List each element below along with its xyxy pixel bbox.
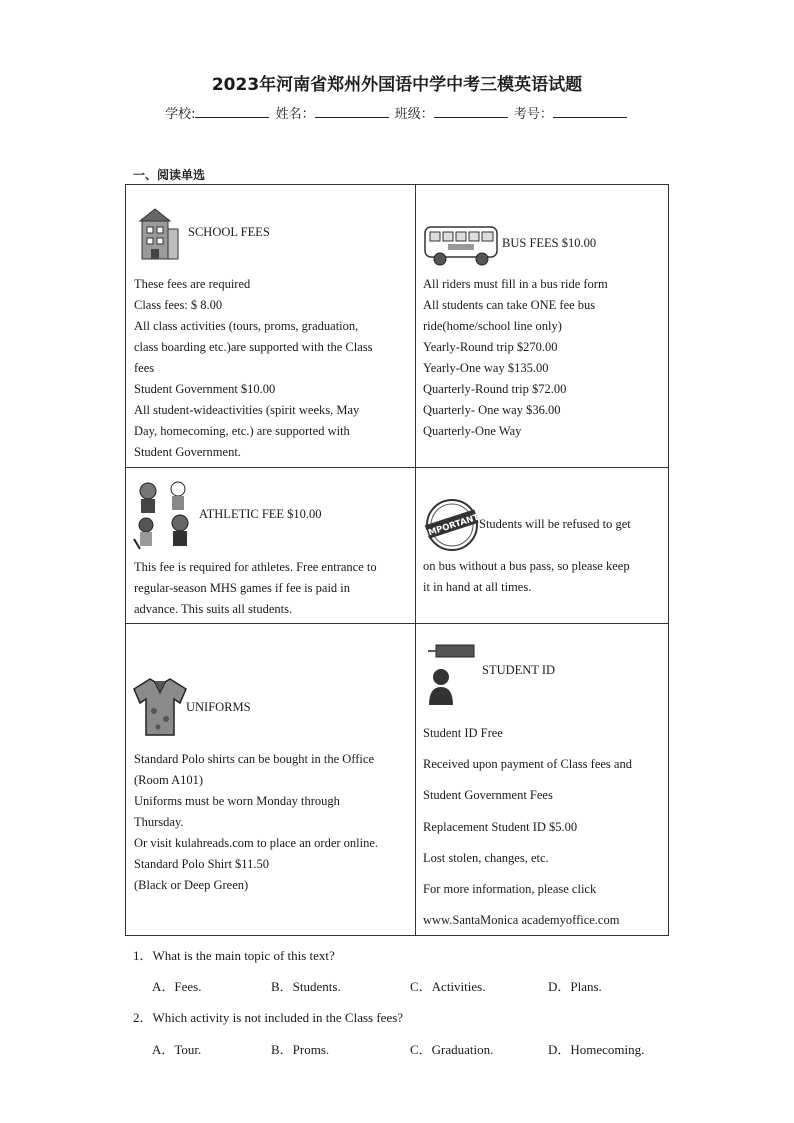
number-label: 考号： bbox=[513, 107, 553, 122]
question-2: 2．Which activity is not included in the Class fees? bbox=[133, 1010, 404, 1025]
school-fees-line: Student Government $10.00 bbox=[134, 382, 276, 396]
question-2-option-a[interactable]: A．Tour. bbox=[152, 1042, 202, 1057]
school-fees-line: All student-wideactivities (spirit weeks, May bbox=[134, 403, 360, 417]
question-1-option-c[interactable]: C．Activities. bbox=[410, 979, 486, 994]
school-fees-line: These fees are required bbox=[134, 277, 251, 291]
stamp-text: IMPORTANT bbox=[424, 512, 480, 540]
bus-fees-line: Quarterly- One way $36.00 bbox=[423, 403, 561, 417]
bus-fees-line: Yearly-Round trip $270.00 bbox=[423, 340, 558, 354]
class-blank[interactable] bbox=[434, 104, 508, 118]
bus-fees-line: All students can take ONE fee bus bbox=[423, 298, 596, 312]
athletic-fee-line: This fee is required for athletes. Free entrance to bbox=[134, 560, 377, 574]
class-label: 班级： bbox=[394, 107, 434, 122]
question-2-option-d[interactable]: D．Homecoming. bbox=[548, 1042, 645, 1057]
student-id-line: www.SantaMonica academyoffice.com bbox=[423, 913, 620, 928]
uniforms-heading: UNIFORMS bbox=[186, 700, 251, 714]
bus-fees-line: ride(home/school line only) bbox=[423, 319, 562, 333]
student-id-line: Lost stolen, changes, etc. bbox=[423, 850, 549, 865]
student-id-line: Received upon payment of Class fees and bbox=[423, 757, 632, 772]
school-fees-line: Class fees: $ 8.00 bbox=[134, 298, 223, 312]
question-1-option-b[interactable]: B．Students. bbox=[271, 979, 341, 994]
student-id-line: Student Government Fees bbox=[423, 788, 553, 803]
important-line: it in hand at all times. bbox=[423, 580, 532, 594]
name-label: 姓名： bbox=[275, 107, 315, 122]
school-fees-line: fees bbox=[134, 361, 155, 375]
school-fees-heading: SCHOOL FEES bbox=[188, 225, 270, 239]
school-fees-line: Student Government. bbox=[134, 445, 241, 459]
school-fees-line: Day, homecoming, etc.) are supported with bbox=[134, 424, 350, 438]
athletic-fee-line: regular-season MHS games if fee is paid in bbox=[134, 581, 351, 595]
question-1-option-d[interactable]: D．Plans. bbox=[548, 979, 602, 994]
table-divider-row1 bbox=[126, 467, 668, 468]
bus-fees-line: Quarterly-Round trip $72.00 bbox=[423, 382, 567, 396]
athletic-fee-heading: ATHLETIC FEE $10.00 bbox=[199, 507, 322, 521]
athletic-fee-line: advance. This suits all students. bbox=[134, 602, 293, 616]
school-fees-line: class boarding etc.)are supported with the Class bbox=[134, 340, 373, 354]
uniforms-text bbox=[134, 749, 412, 896]
athletic-fee-text bbox=[134, 557, 412, 620]
student-id-icon bbox=[428, 643, 476, 707]
uniforms-line: Standard Polo shirts can be bought in the Office bbox=[134, 752, 375, 766]
uniforms-line: Or visit kulahreads.com to place an order online. bbox=[134, 836, 379, 850]
bus-fees-line: Quarterly-One Way bbox=[423, 424, 522, 438]
student-info-line bbox=[0, 103, 794, 122]
important-text bbox=[423, 556, 667, 598]
uniforms-line: (Black or Deep Green) bbox=[134, 878, 249, 892]
uniforms-line: (Room A101) bbox=[134, 773, 204, 787]
question-2-option-b[interactable]: B．Proms. bbox=[271, 1042, 330, 1057]
important-heading: Students will be refused to get bbox=[479, 517, 631, 531]
fees-table bbox=[125, 184, 669, 936]
student-id-text bbox=[423, 718, 667, 936]
school-label: 学校: bbox=[165, 107, 196, 122]
bus-fees-text bbox=[423, 274, 667, 442]
bus-fees-heading: BUS FEES $10.00 bbox=[502, 236, 597, 250]
uniforms-line: Standard Polo Shirt $11.50 bbox=[134, 857, 269, 871]
important-stamp-icon bbox=[424, 497, 480, 553]
student-id-line: Student ID Free bbox=[423, 726, 503, 740]
student-id-line: For more information, please click bbox=[423, 882, 597, 897]
question-1-option-a[interactable]: A．Fees. bbox=[152, 979, 202, 994]
school-building-icon bbox=[138, 205, 182, 265]
table-divider-vertical bbox=[415, 185, 416, 935]
school-fees-text bbox=[134, 274, 410, 463]
table-divider-row2 bbox=[126, 623, 668, 624]
page-title: 2023年河南省郑州外国语中学中考三模英语试题 bbox=[211, 75, 583, 95]
school-blank[interactable] bbox=[195, 104, 269, 118]
question-1: 1．What is the main topic of this text? bbox=[133, 948, 335, 963]
bus-icon bbox=[422, 221, 502, 269]
question-2-option-c[interactable]: C．Graduation. bbox=[410, 1042, 494, 1057]
student-id-heading: STUDENT ID bbox=[482, 663, 556, 677]
important-line: on bus without a bus pass, so please keep bbox=[423, 559, 630, 573]
bus-fees-line: All riders must fill in a bus ride form bbox=[423, 277, 608, 291]
polo-shirt-icon bbox=[132, 675, 188, 739]
bus-fees-line: Yearly-One way $135.00 bbox=[423, 361, 549, 375]
uniforms-line: Thursday. bbox=[134, 815, 184, 829]
uniforms-line: Uniforms must be worn Monday through bbox=[134, 794, 340, 808]
student-id-line: Replacement Student ID $5.00 bbox=[423, 819, 578, 834]
name-blank[interactable] bbox=[315, 104, 389, 118]
section-title: 一、阅读单选 bbox=[133, 168, 206, 182]
number-blank[interactable] bbox=[553, 104, 627, 118]
athletes-icon bbox=[132, 479, 198, 551]
school-fees-line: All class activities (tours, proms, graduation, bbox=[134, 319, 359, 333]
